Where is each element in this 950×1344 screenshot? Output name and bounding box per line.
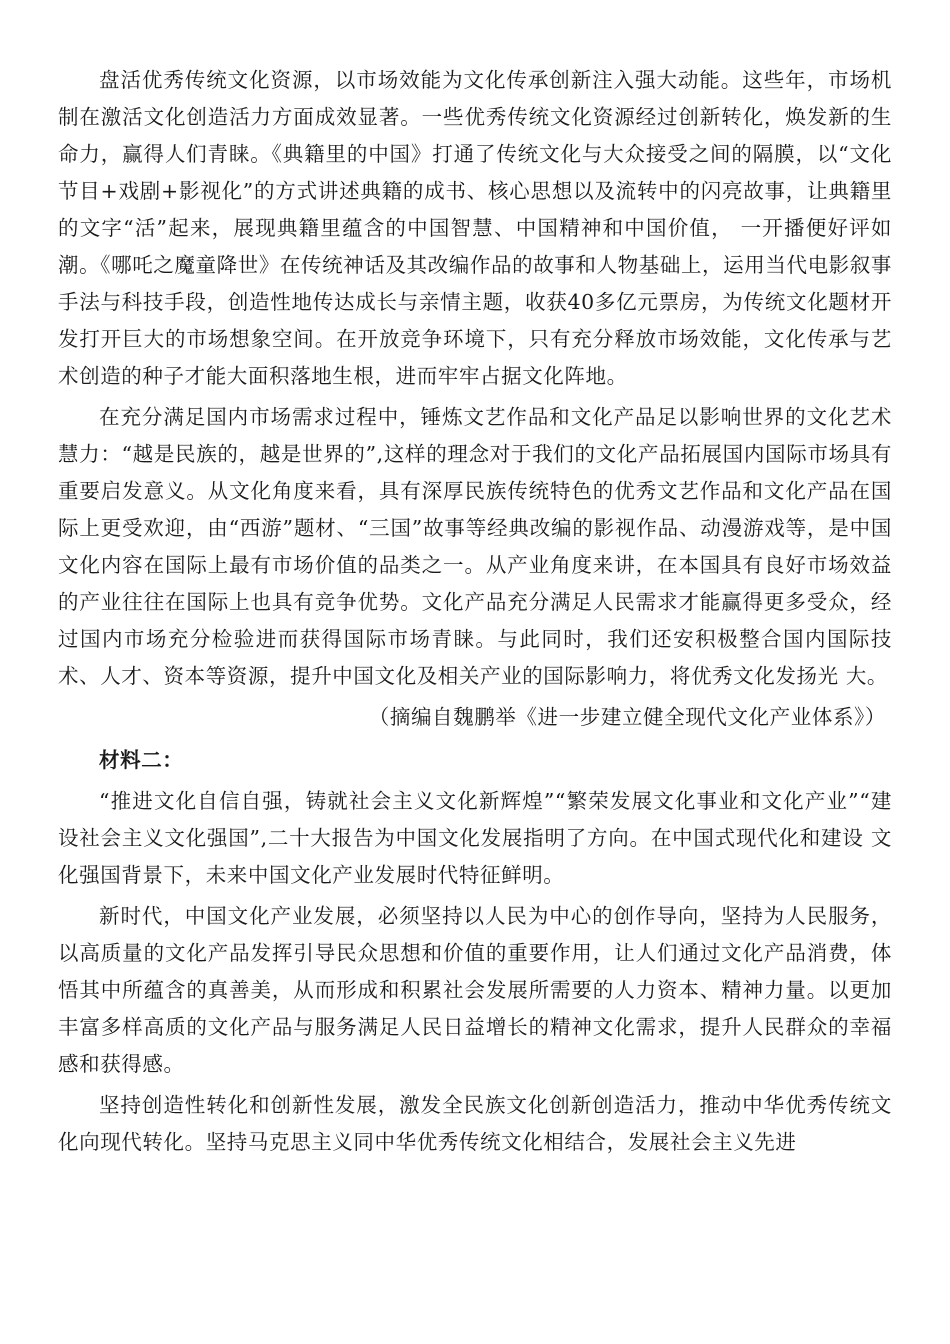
document-page bbox=[58, 62, 892, 1161]
material1-paragraph-1: 盘活优秀传统文化资源，以市场效能为文化传承创新注入强大动能。这些年，市场机制在激活文化创造活力方面成效显著。一些优秀传统文化资源经过创新转化，焕发新的生命力，赢得人们青睐。《典籍里的中国》打通了传统文化与大众接受之间的隔膜，以“文化节目+戏剧+影视化”的方式讲述典籍的成书、核心思想以及流转中的闪亮故事，让典籍里的文字“活”起来，展现典籍里蕴含的中国智慧、中国精神和中国价值， 一开播便好评如潮。《哪吒之魔童降世》在传统神话及其改编作品的故事和人物基础上，运用当代电影叙事手法与科技手段，创造性地传达成长与亲情主题，收获40多亿元票房，为传统文化题材开发打开巨大的市场想象空间。在开放竞争环境下，只有充分释放市场效能，文化传承与艺术创造的种子才能大面积落地生根，进而牢牢占据文化阵地。 bbox=[58, 68, 892, 388]
material2-paragraph-3: 坚持创造性转化和创新性发展，激发全民族文化创新创造活力，推动中华优秀传统文化向现代转化。坚持马克思主义同中华优秀传统文化相结合，发展社会主义先进 bbox=[58, 1093, 892, 1154]
material1-paragraph-2: 在充分满足国内市场需求过程中，锤炼文艺作品和文化产品足以影响世界的文化艺术慧力：“越是民族的，越是世界的”,这样的理念对于我们的文化产品拓展国内国际市场具有重要启发意义。从文化角度来看，具有深厚民族传统特色的优秀文艺作品和文化产品在国际上更受欢迎，由“西游”题材、“三国”故事等经典改编的影视作品、动漫游戏等，是中国文化内容在国际上最有市场价值的品类之一。从产业角度来讲，在本国具有良好市场效益的产业往往在国际上也具有竞争优势。文化产品充分满足人民需求才能赢得更多受众，经过国内市场充分检验进而获得国际市场青睐。与此同时，我们还安积极整合国内国际技术、人才、资本等资源，提升中国文化及相关产业的国际影响力，将优秀文化发扬光 大。 bbox=[58, 405, 892, 688]
material2-paragraph-1: “推进文化自信自强，铸就社会主义文化新辉煌”“繁荣发展文化事业和文化产业”“建设社会主义文化强国”,二十大报告为中国文化发展指明了方向。在中国式现代化和建设 文化强国背景下，未来中国文化产业发展时代特征鲜明。 bbox=[58, 789, 892, 887]
source-attribution: （摘编自魏鹏举《进一步建立健全现代文化产业体系》） bbox=[368, 705, 886, 729]
material2-paragraph-2: 新时代，中国文化产业发展，必须坚持以人民为中心的创作导向，坚持为人民服务，以高质量的文化产品发挥引导民众思想和价值的重要作用，让人们通过文化产品消费，体悟其中所蕴含的真善美，从而形成和积累社会发展所需要的人力资本、精神力量。以更加丰富多样高质的文化产品与服务满足人民日益增长的精神文化需求，提升人民群众的幸福感和获得感。 bbox=[58, 904, 892, 1076]
material2-heading: 材料二： bbox=[99, 748, 184, 772]
